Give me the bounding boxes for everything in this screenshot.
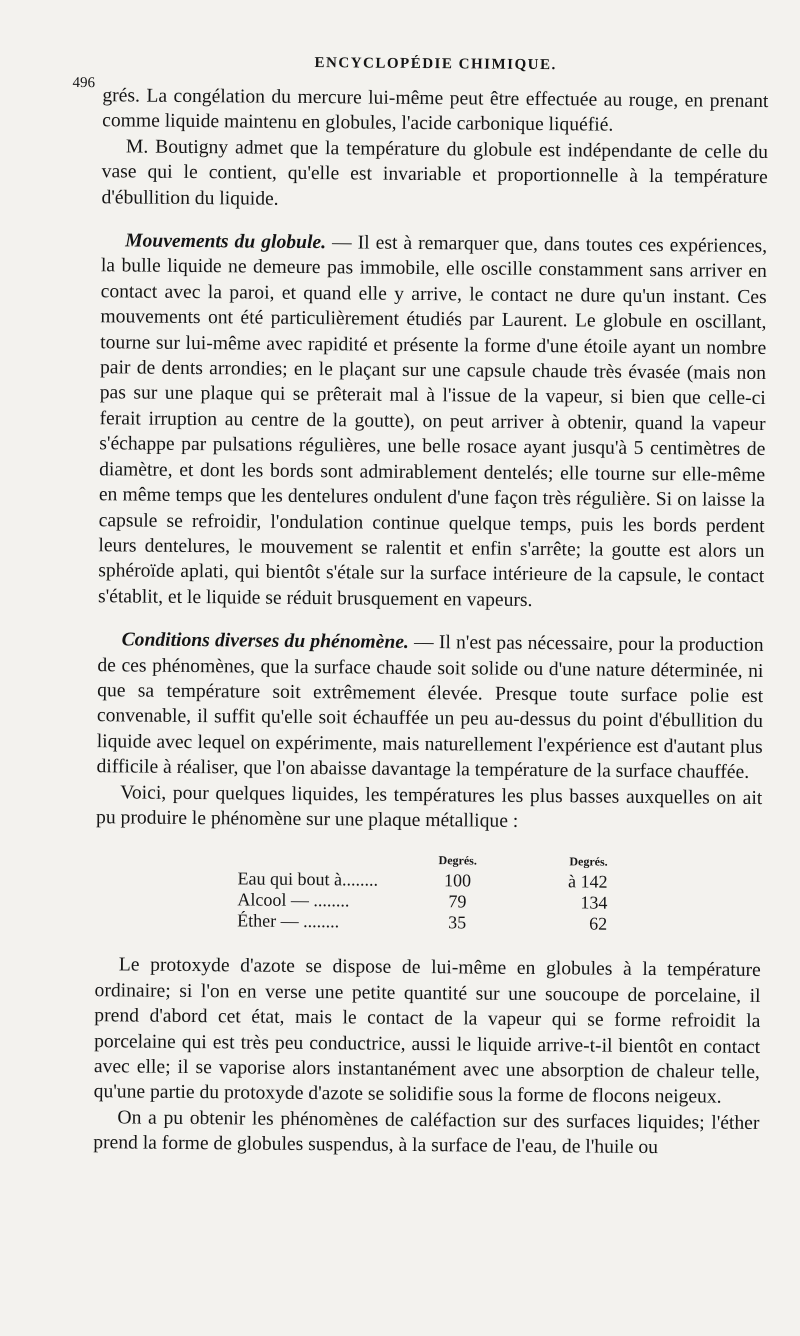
temperature-table <box>237 852 658 936</box>
header-cell-degres-2: Degrés. <box>569 854 608 870</box>
row-value-1: 35 <box>448 912 467 933</box>
running-head: ENCYCLOPÉDIE CHIMIQUE. <box>314 55 557 74</box>
table-row <box>237 911 657 936</box>
table-header <box>238 852 658 871</box>
paragraph-4 <box>96 627 763 785</box>
row-value-2: 134 <box>580 892 608 914</box>
header-cell-label <box>238 852 418 869</box>
paragraph-7: On a pu obtenir les phénomènes de caléfaction sur des surfaces liquides; l'éther prend la forme de globules suspendus, à la surface de l'eau, de l'huile ou <box>93 1107 760 1159</box>
page-number: 496 <box>72 74 96 92</box>
row-label: Éther — ........ <box>237 910 340 932</box>
paragraph-6: Le protoxyde d'azote se dispose de lui-même en globules à la température ordinaire; si l'on en verse une petite quantité sur une soucoupe de porcelaine, il prend d'abord cet état, mais le contact de la vapeur qui se forme refroidit la porcelaine qui est très peu conductrice, aussi le liquide arrive-t-il bientôt en contact avec elle; il se vaporise alors instantanément avec une absorption de chaleur telle, qu'une partie du protoxyde d'azote se solidifie sous la forme de flocons neigeux. <box>93 954 761 1109</box>
paragraph-2: M. Boutigny admet que la température du globule est indépendante de celle du vase qui le contient, qu'elle est invariable et proportionnelle à la température d'ébullition du liquide. <box>101 136 769 210</box>
paragraph-1: grés. La congélation du mercure lui-même peut être effectuée au rouge, en prenant comme liquide maintenu en globules, l'acide carbonique liquéfié. <box>102 85 769 137</box>
paragraph-5: Voici, pour quelques liquides, les températures les plus basses auxquelles on ait pu produire le phénomène sur une plaque métallique : <box>95 781 763 832</box>
section-heading-mouvements: Mouvements du globule. <box>125 230 327 254</box>
row-value-1: 100 <box>443 870 472 891</box>
row-label: Alcool — ........ <box>237 889 350 911</box>
paragraph-4-body: — Il n'est pas nécessaire, pour la production de ces phénomènes, que la surface chaude soit solide ou d'une nature déterminée, ni que sa température soit extrêmement élevée. Presque toute surface polie est convenable, il suffit qu'elle soit échauffée un peu au-dessus du point d'ébullition du liquide avec lequel on expérimente, mais naturellement l'expérience est d'autant plus difficile à réaliser, que l'on abaisse davantage la température de la surface chauffée. <box>96 632 764 784</box>
row-value-2: à 142 <box>567 871 608 893</box>
paragraph-3-body: — Il est à remarquer que, dans toutes ces expériences, la bulle liquide ne demeure pas immobile, elle oscille constamment sans arriver en contact avec la paroi, et quand elle y arrive, le contact ne dure qu'un instant. Ces mouvements ont été particulièrement étudiés par Laurent. Le globule en oscillant, tourne sur lui-même avec rapidité et présente la forme d'une étoile ayant un nombre pair de dents arrondies; en le plaçant sur une capsule chaude très évasée (mais non pas sur une plaque qui se prêterait mal à l'issue de la vapeur, si bien que celle-ci ferait irruption au centre de la goutte), on peut arriver à obtenir, quand la vapeur s'échappe par pulsations régulières, une belle rosace ayant jusqu'à 5 centimètres de diamètre, et dont les bords sont admirablement dentelés; elle tourne sur elle-même en même temps que les dentelures ondulent d'une façon très régulière. Si on laisse la capsule se refroidir, l'ondulation continue quelque temps, puis les bords perdent leurs dentelures, le mouvement se ralentit et enfin s'arrête; la goutte est alors un sphéroïde aplati, qui bientôt s'étale sur la surface intérieure de la capsule, le contact s'établit, et le liquide se réduit brusquement en vapeurs. <box>97 232 768 611</box>
paragraph-3 <box>98 228 767 615</box>
section-heading-conditions: Conditions diverses du phénomène. <box>121 629 409 654</box>
row-value-1: 79 <box>448 891 467 912</box>
row-label: Eau qui bout à........ <box>237 868 379 891</box>
page-header <box>72 53 769 92</box>
row-value-2: 62 <box>589 913 608 935</box>
header-cell-degres-1: Degrés. <box>438 853 477 868</box>
